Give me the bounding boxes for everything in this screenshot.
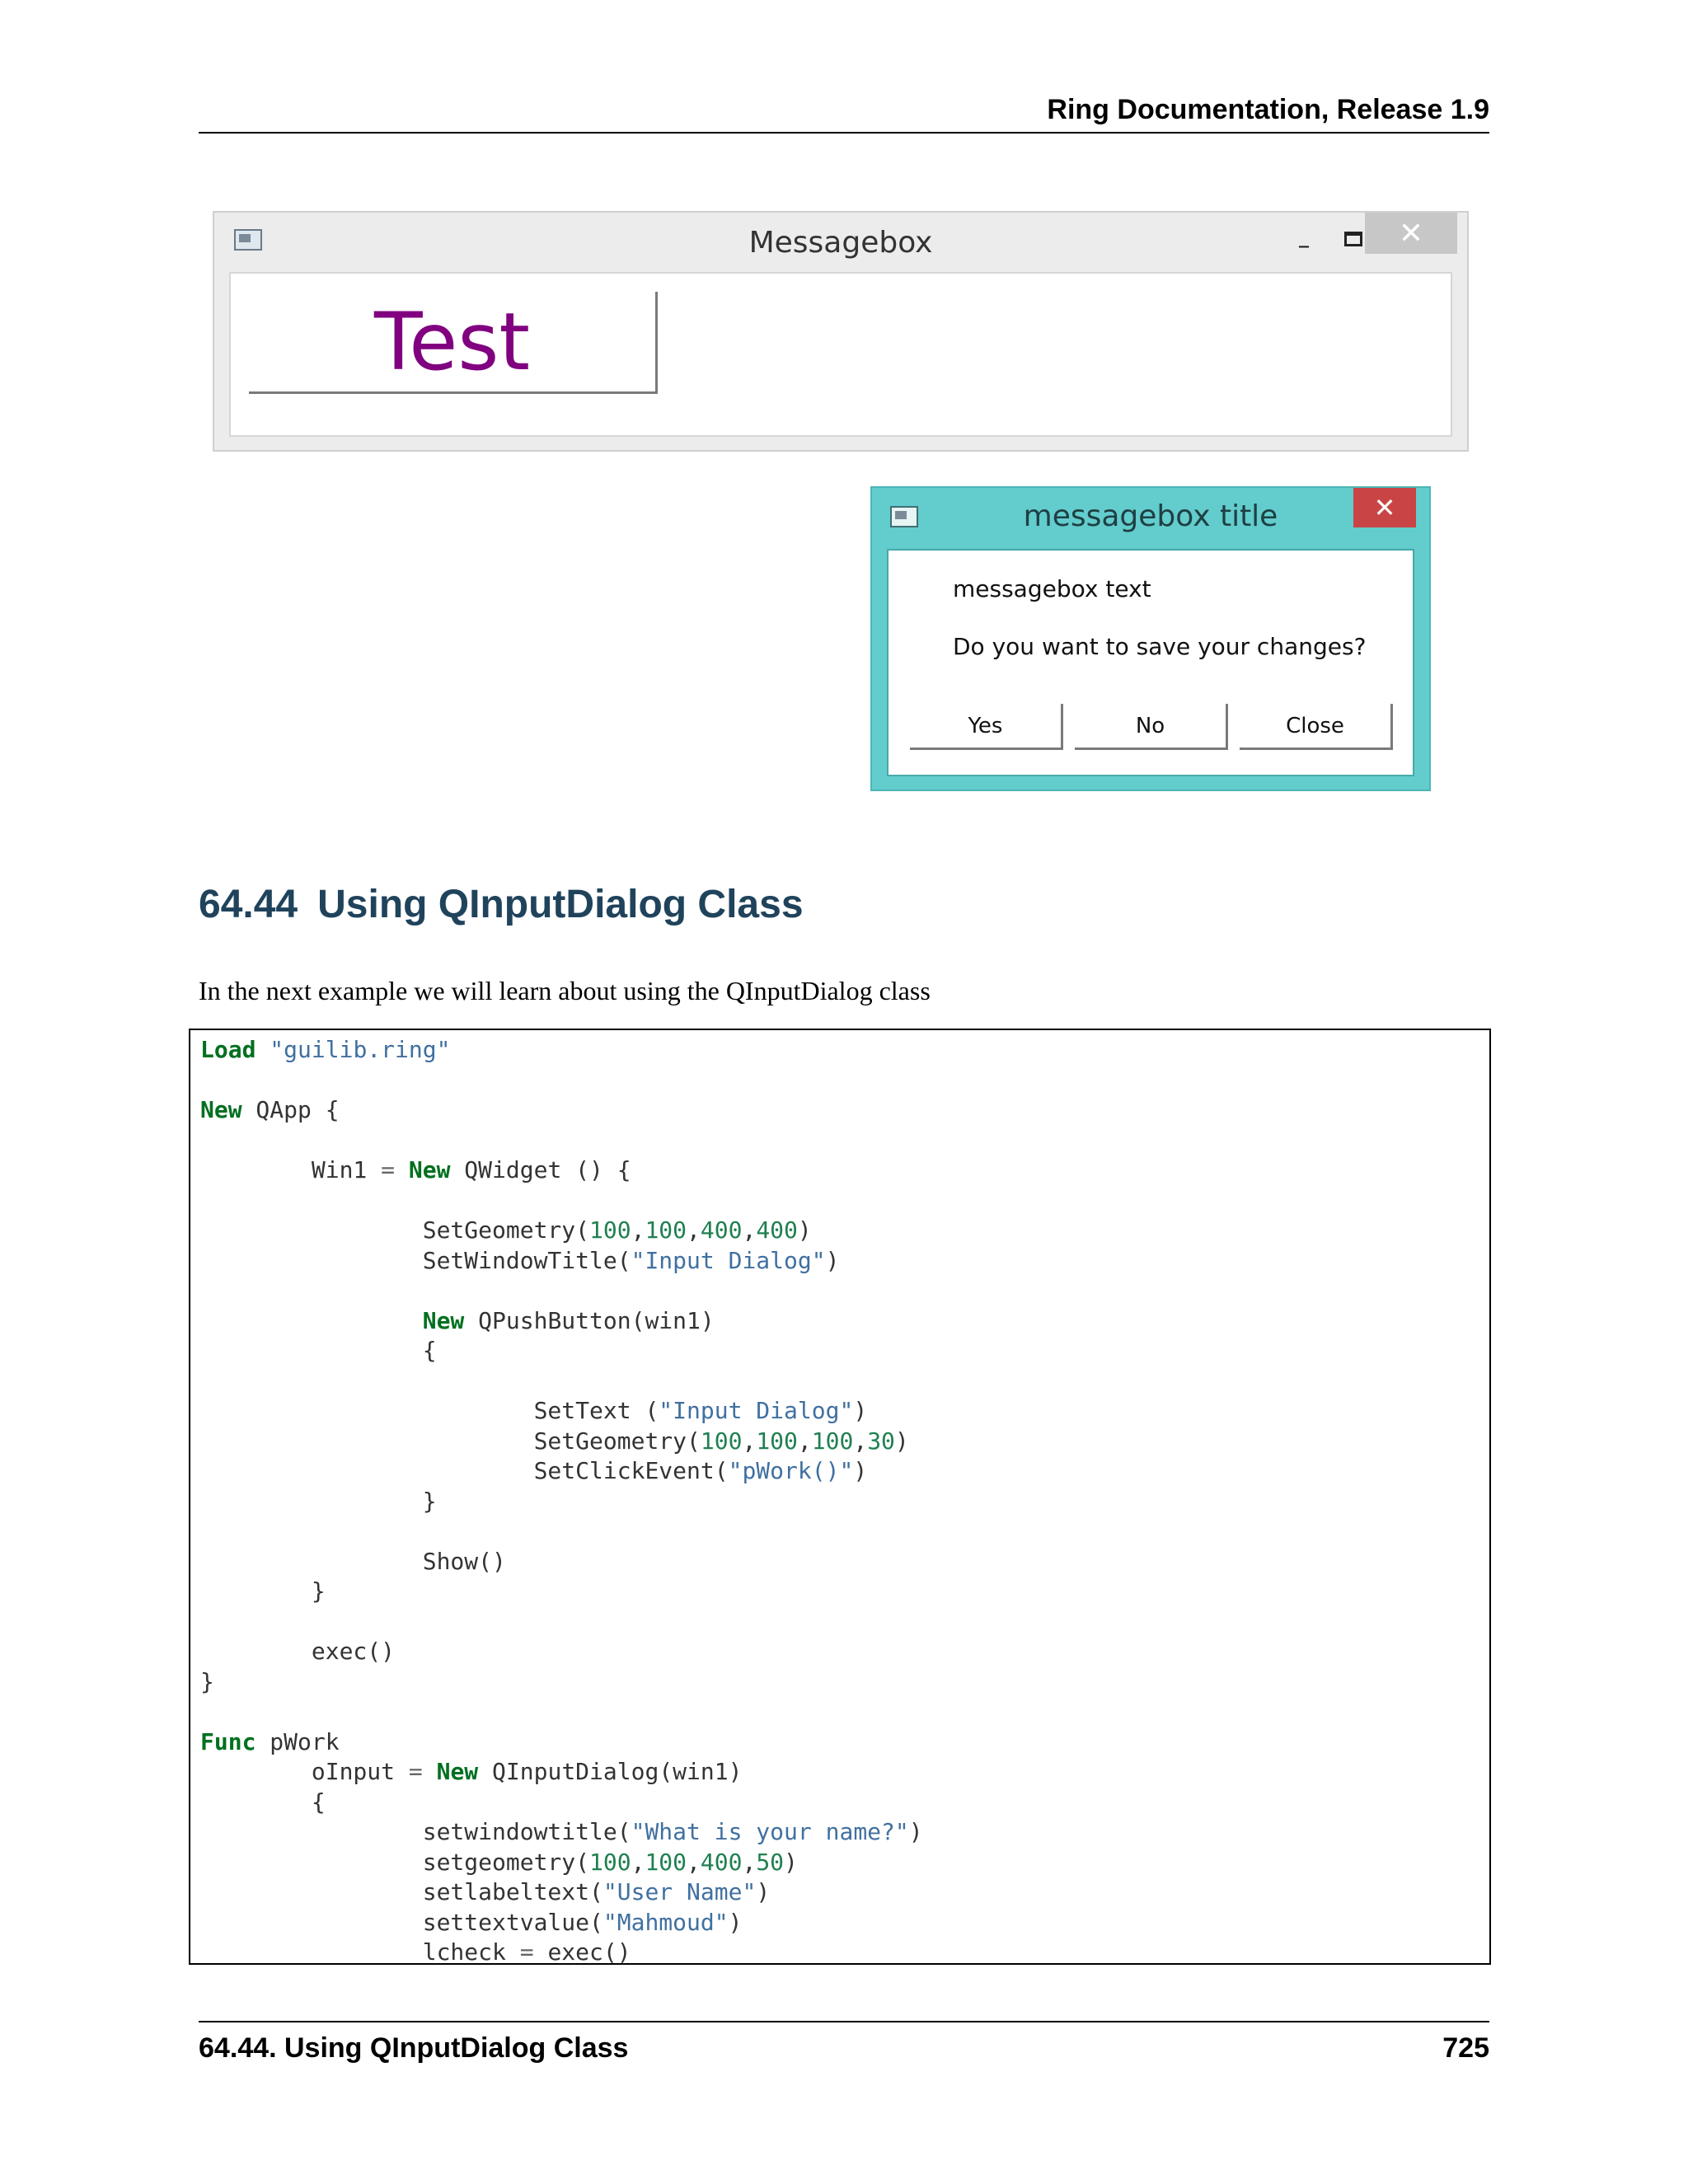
code-line bbox=[200, 1877, 923, 1908]
code-text: { bbox=[200, 1788, 326, 1816]
code-text: exec() bbox=[533, 1938, 631, 1966]
code-text: ) bbox=[853, 1457, 868, 1484]
code-text: setwindowtitle( bbox=[200, 1818, 631, 1845]
code-text: , bbox=[631, 1216, 645, 1244]
code-line bbox=[200, 1155, 923, 1186]
window-title: Messagebox bbox=[748, 226, 933, 260]
code-text: QApp { bbox=[241, 1096, 340, 1123]
close-button[interactable]: Close bbox=[1240, 704, 1393, 750]
code-text: , bbox=[853, 1427, 868, 1455]
code-text: ) bbox=[756, 1878, 771, 1905]
code-number: 400 bbox=[700, 1848, 743, 1876]
code-text: { bbox=[200, 1337, 437, 1364]
code-line bbox=[200, 1938, 923, 1968]
code-text: SetGeometry( bbox=[200, 1427, 701, 1455]
code-text: , bbox=[742, 1216, 757, 1244]
code-text: ) bbox=[797, 1216, 812, 1244]
code-line bbox=[200, 1456, 923, 1487]
code-line bbox=[200, 1186, 923, 1216]
code-text: SetText ( bbox=[200, 1397, 659, 1424]
code-number: 100 bbox=[811, 1427, 854, 1455]
code-line bbox=[200, 1487, 923, 1517]
code-line bbox=[200, 1516, 923, 1547]
code-text: , bbox=[742, 1427, 757, 1455]
code-string: "Input Dialog" bbox=[659, 1397, 854, 1424]
code-text: ) bbox=[894, 1427, 909, 1455]
code-line bbox=[200, 1667, 923, 1698]
code-line bbox=[200, 1637, 923, 1667]
code-number: 100 bbox=[700, 1427, 743, 1455]
window-client-area bbox=[229, 272, 1452, 437]
footer-section-ref: 64.44. Using QInputDialog Class bbox=[199, 2032, 629, 2064]
code-number: 400 bbox=[756, 1216, 798, 1244]
code-line bbox=[200, 1216, 923, 1246]
code-line bbox=[200, 1095, 923, 1126]
code-text: QInputDialog(win1) bbox=[478, 1758, 743, 1785]
code-keyword: Func bbox=[200, 1727, 256, 1755]
code-line bbox=[200, 1757, 923, 1788]
code-line bbox=[200, 1577, 923, 1607]
code-text: setgeometry( bbox=[200, 1848, 590, 1876]
code-listing bbox=[200, 1035, 923, 1968]
code-string: "What is your name?" bbox=[631, 1818, 909, 1845]
close-icon[interactable]: ✕ bbox=[1365, 213, 1457, 254]
code-line bbox=[200, 1817, 923, 1848]
code-text: Show() bbox=[200, 1547, 506, 1575]
code-text: } bbox=[200, 1577, 326, 1605]
page-footer bbox=[199, 2021, 1489, 2072]
code-keyword: New bbox=[200, 1096, 242, 1123]
code-text: ) bbox=[784, 1848, 798, 1876]
code-line bbox=[200, 1066, 923, 1096]
code-string: "Input Dialog" bbox=[631, 1246, 826, 1274]
code-operator: = bbox=[408, 1758, 423, 1785]
code-text: , bbox=[631, 1848, 645, 1876]
code-number: 50 bbox=[756, 1848, 785, 1876]
code-text: Win1 bbox=[200, 1156, 382, 1183]
code-text: oInput bbox=[200, 1758, 409, 1785]
code-line bbox=[200, 1366, 923, 1397]
no-button[interactable]: No bbox=[1075, 704, 1228, 750]
section-title: Using QInputDialog Class bbox=[317, 883, 804, 926]
intro-paragraph: In the next example we will learn about using the QInputDialog class bbox=[199, 976, 931, 1005]
code-text: , bbox=[687, 1216, 701, 1244]
code-text bbox=[395, 1156, 409, 1183]
code-text: setlabeltext( bbox=[200, 1878, 603, 1905]
code-text: ) bbox=[825, 1246, 840, 1274]
code-operator: = bbox=[381, 1156, 396, 1183]
yes-button[interactable]: Yes bbox=[910, 704, 1063, 750]
code-string: "User Name" bbox=[603, 1878, 757, 1905]
code-block bbox=[189, 1029, 1491, 1965]
code-string: "guilib.ring" bbox=[270, 1036, 451, 1063]
code-line bbox=[200, 1035, 923, 1066]
code-number: 100 bbox=[645, 1216, 687, 1244]
section-number: 64.44 bbox=[199, 883, 298, 926]
code-text: settextvalue( bbox=[200, 1908, 603, 1936]
code-text: QPushButton(win1) bbox=[464, 1306, 715, 1334]
page-header bbox=[199, 92, 1489, 134]
code-keyword: New bbox=[436, 1758, 479, 1785]
code-text: , bbox=[797, 1427, 812, 1455]
code-number: 400 bbox=[700, 1216, 743, 1244]
code-line bbox=[200, 1547, 923, 1577]
code-number: 100 bbox=[756, 1427, 798, 1455]
code-line bbox=[200, 1697, 923, 1727]
code-string: "Mahmoud" bbox=[603, 1908, 729, 1936]
code-text bbox=[423, 1758, 437, 1785]
messagebox-dialog-screenshot bbox=[870, 486, 1431, 791]
code-number: 100 bbox=[645, 1848, 687, 1876]
running-title: Ring Documentation, Release 1.9 bbox=[1047, 94, 1489, 125]
code-number: 100 bbox=[589, 1216, 631, 1244]
code-string: "pWork()" bbox=[728, 1457, 854, 1484]
code-text: } bbox=[200, 1487, 437, 1515]
code-text: ) bbox=[908, 1818, 923, 1845]
code-keyword: Load bbox=[200, 1036, 256, 1063]
dialog-close-icon[interactable]: ✕ bbox=[1353, 488, 1416, 527]
code-number: 30 bbox=[867, 1427, 895, 1455]
code-line bbox=[200, 1727, 923, 1758]
minimize-icon[interactable]: – bbox=[1297, 231, 1311, 260]
test-button[interactable]: Test bbox=[249, 292, 658, 394]
code-keyword: New bbox=[422, 1306, 465, 1334]
code-text bbox=[200, 1307, 423, 1334]
messagebox-window-screenshot bbox=[213, 211, 1469, 452]
code-line bbox=[200, 1336, 923, 1366]
code-text: SetGeometry( bbox=[200, 1216, 590, 1244]
code-text: , bbox=[742, 1848, 757, 1876]
code-text: ) bbox=[728, 1908, 743, 1936]
dialog-informative-text: Do you want to save your changes? bbox=[953, 633, 1367, 660]
code-operator: = bbox=[519, 1938, 534, 1966]
code-text bbox=[256, 1036, 270, 1063]
code-line bbox=[200, 1788, 923, 1818]
page-number: 725 bbox=[1442, 2032, 1489, 2064]
code-text: SetWindowTitle( bbox=[200, 1246, 631, 1274]
code-line bbox=[200, 1396, 923, 1427]
code-text: lcheck bbox=[200, 1938, 520, 1966]
code-line bbox=[200, 1427, 923, 1457]
code-line bbox=[200, 1848, 923, 1878]
code-text: } bbox=[200, 1667, 214, 1695]
code-line bbox=[200, 1246, 923, 1277]
code-text: , bbox=[687, 1848, 701, 1876]
dialog-title: messagebox title bbox=[1023, 499, 1278, 533]
code-number: 100 bbox=[589, 1848, 631, 1876]
section-heading bbox=[199, 882, 804, 927]
code-line bbox=[200, 1126, 923, 1156]
code-text: exec() bbox=[200, 1638, 396, 1665]
code-text: ) bbox=[853, 1397, 868, 1424]
code-line bbox=[200, 1607, 923, 1638]
code-keyword: New bbox=[408, 1156, 451, 1183]
dialog-client-area bbox=[887, 549, 1414, 776]
code-line bbox=[200, 1306, 923, 1337]
code-text: SetClickEvent( bbox=[200, 1457, 729, 1484]
dialog-message-text: messagebox text bbox=[953, 575, 1151, 602]
code-line bbox=[200, 1908, 923, 1938]
code-line bbox=[200, 1276, 923, 1306]
code-text: pWork bbox=[256, 1727, 340, 1755]
code-text: QWidget () { bbox=[450, 1156, 631, 1183]
